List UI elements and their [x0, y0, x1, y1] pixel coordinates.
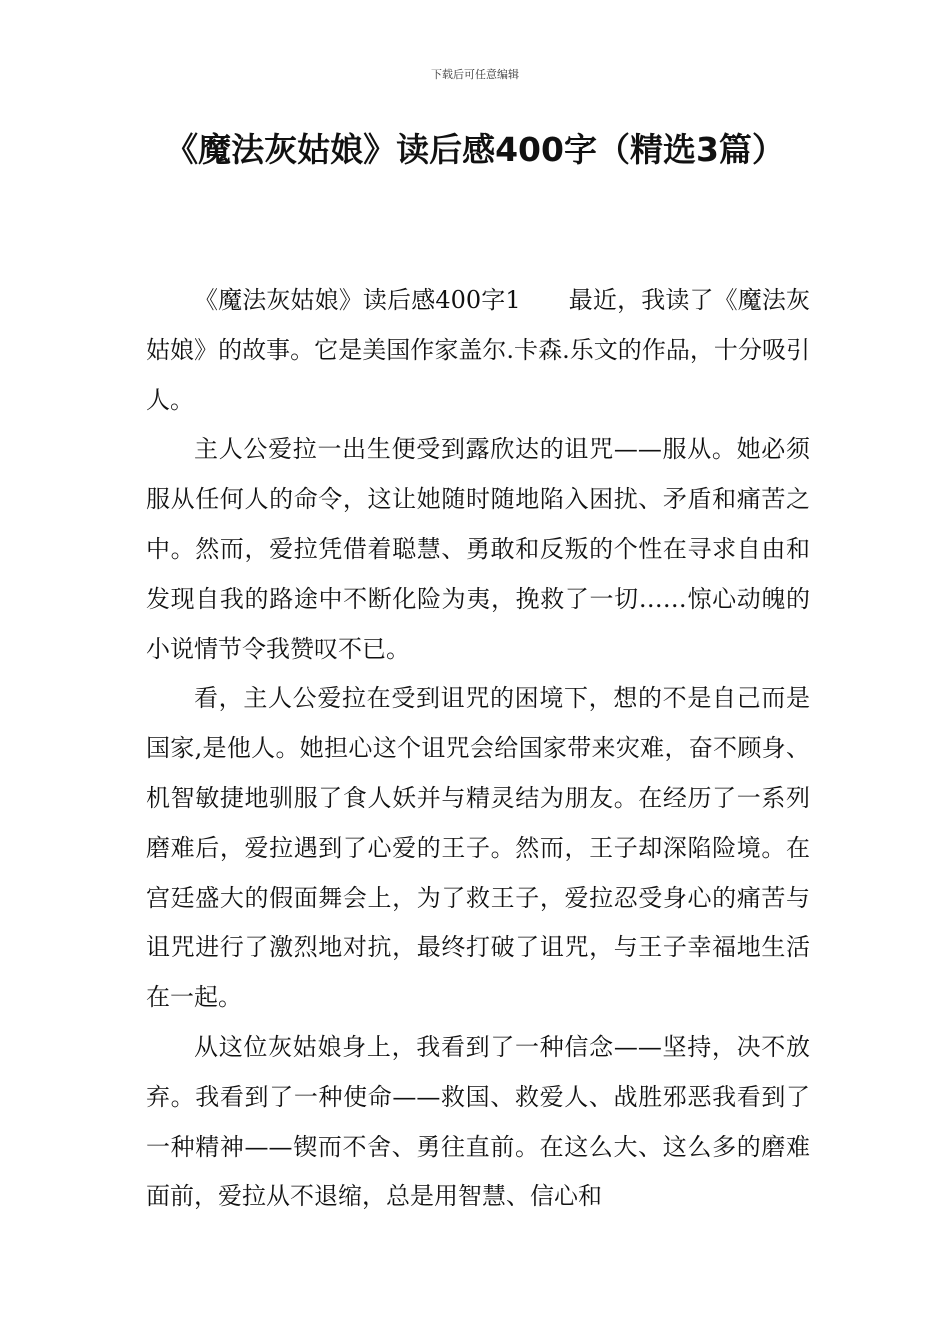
- section-heading: 《魔法灰姑娘》读后感400字1: [194, 286, 521, 314]
- paragraph-2: 主人公爱拉一出生便受到露欣达的诅咒——服从。她必须服从任何人的命令，这让她随时随地陷入困扰、矛盾和痛苦之中。然而，爱拉凭借着聪慧、勇敢和反叛的个性在寻求自由和发现自我的路途中不断化险为夷，挽救了一切……惊心动魄的小说情节令我赞叹不已。: [146, 435, 810, 663]
- paragraph-1: [146, 276, 810, 425]
- header-note: 下载后可任意编辑: [431, 68, 519, 81]
- paragraph-1-text: 最近，我读了《魔法灰姑娘》的故事。它是美国作家盖尔.卡森.乐文的作品，十分吸引人。: [146, 286, 810, 414]
- paragraph-4: 从这位灰姑娘身上，我看到了一种信念——坚持，决不放弃。我看到了一种使命——救国、救爱人、战胜邪恶我看到了一种精神——锲而不舍、勇往直前。在这么大、这么多的磨难面前，爱拉从不退缩，总是用智慧、信心和: [146, 1032, 810, 1211]
- document-title: 《魔法灰姑娘》读后感400字（精选3篇）: [165, 130, 785, 169]
- paragraph-3: 看，主人公爱拉在受到诅咒的困境下，想的不是自己而是国家,是他人。她担心这个诅咒会给国家带来灾难，奋不顾身、机智敏捷地驯服了食人妖并与精灵结为朋友。在经历了一系列磨难后，爱拉遇到了心爱的王子。然而，王子却深陷险境。在宫廷盛大的假面舞会上，为了救王子，爱拉忍受身心的痛苦与诅咒进行了激烈地对抗，最终打破了诅咒，与王子幸福地生活在一起。: [146, 684, 810, 1012]
- document-body: [146, 276, 810, 1222]
